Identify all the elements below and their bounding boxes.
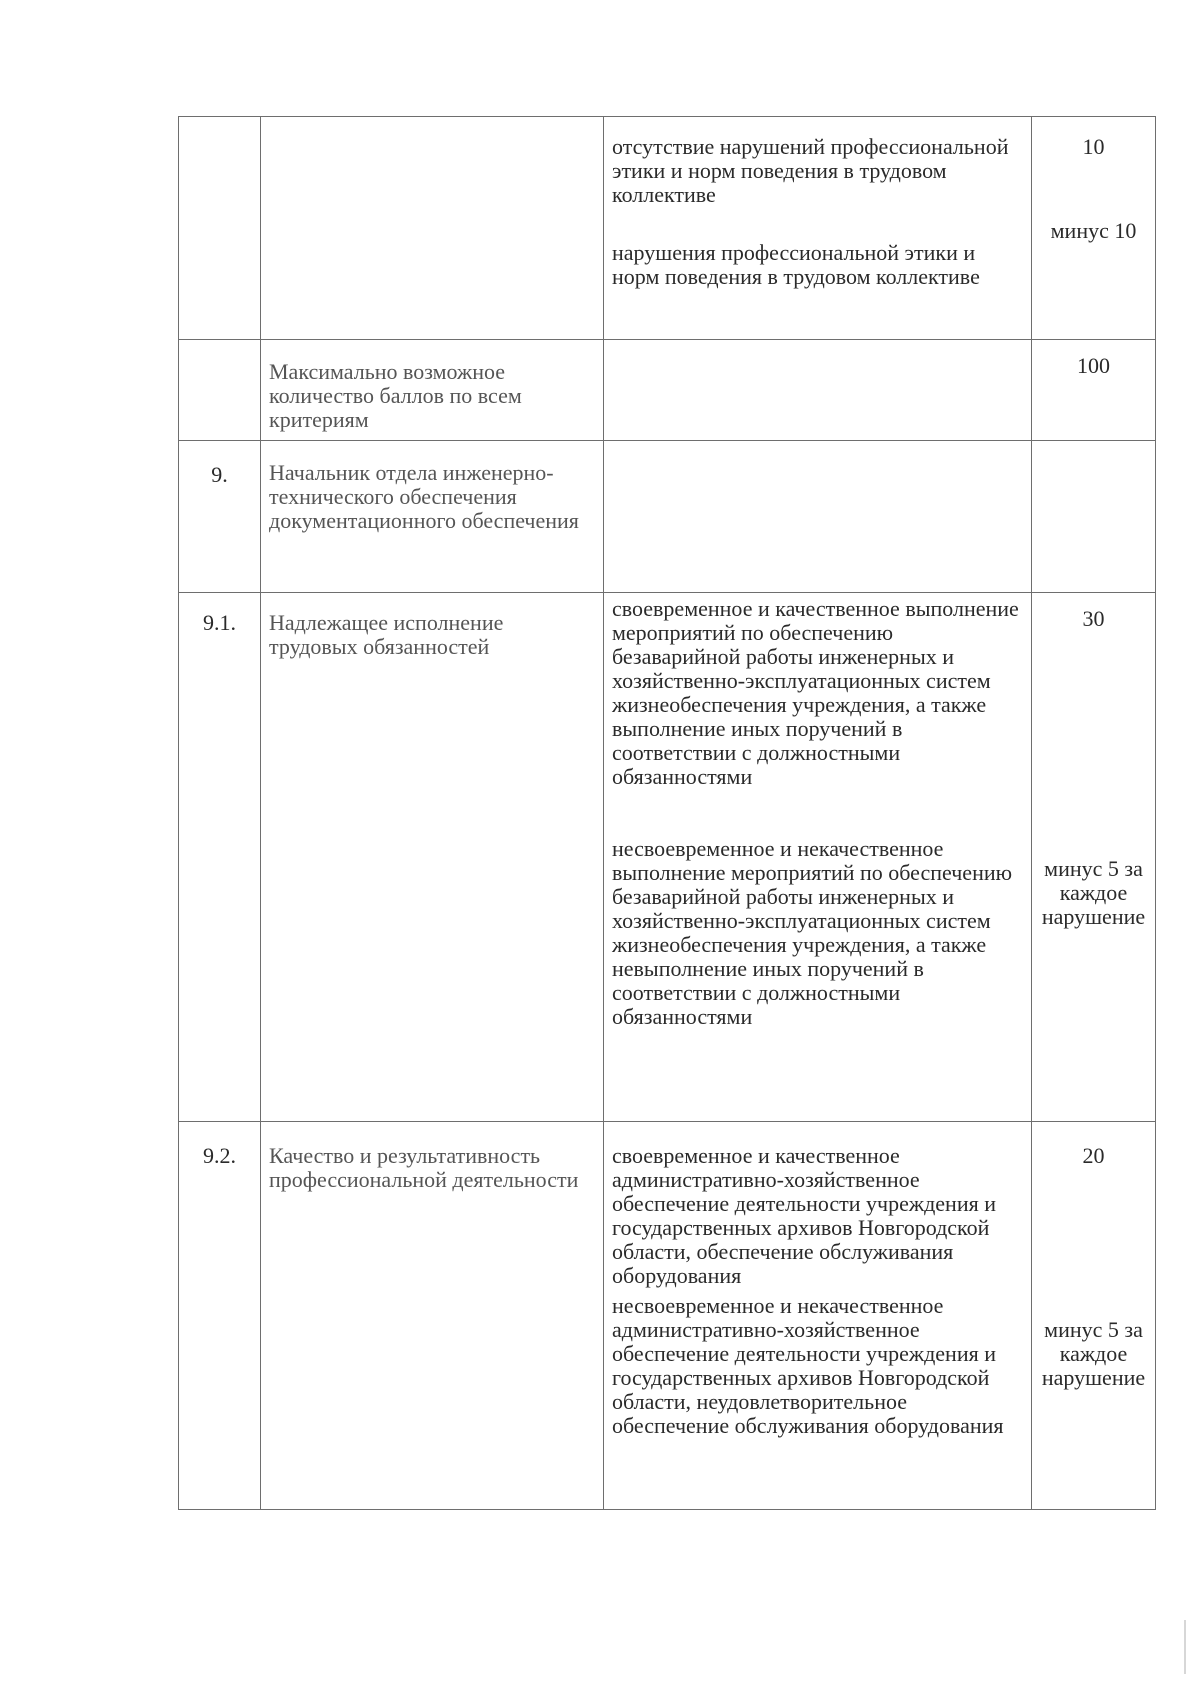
criteria-cell [604,1122,1032,1509]
row-name [261,117,604,339]
row-name: Качество и результативность профессиональной деятельности [261,1122,604,1509]
score-cell [1032,117,1155,339]
table-row [179,340,1155,441]
spacer [1034,1168,1153,1318]
spacer [1034,631,1153,857]
criterion-text: несвоевременное и некачественное выполнение мероприятий по обеспечению безаварийной работы инженерных и хозяйственно-эксплуатационных систем жизнеобеспечения учреждения, а также невыполнение иных поручений в соответствии с должностными обязанностями [612,836,1013,1029]
score-cell [1032,340,1155,440]
criteria-cell [604,340,1032,440]
score-value: 100 [1077,353,1110,378]
table-row [179,593,1155,1122]
score-value: минус 5 за каждое нарушение [1041,856,1146,929]
spacer [612,789,1025,837]
table-row [179,1122,1155,1510]
row-name: Максимально возможное количество баллов по всем критериям [261,340,604,440]
score-cell [1032,593,1155,1121]
criterion-text: отсутствие нарушений профессиональной этики и норм поведения в трудовом коллективе [612,134,1009,207]
row-number: 9. [179,441,261,592]
table-row [179,117,1155,340]
criteria-cell [604,441,1032,592]
score-cell [1032,441,1155,592]
criteria-cell [604,593,1032,1121]
row-name: Начальник отдела инженерно-технического обеспечения документационного обеспечения [261,441,604,592]
spacer [1034,159,1153,219]
criteria-table [178,116,1156,1510]
row-number [179,117,261,339]
spacer [612,207,1025,241]
row-number [179,340,261,440]
table-row [179,441,1155,593]
score-value: 10 [1082,134,1105,159]
page-edge-mark [1184,1620,1186,1674]
score-value: 20 [1082,1143,1105,1168]
criteria-cell [604,117,1032,339]
row-number: 9.1. [179,593,261,1121]
score-value: минус 10 [1050,218,1137,243]
criterion-text: нарушения профессиональной этики и норм поведения в трудовом коллективе [612,240,980,289]
criterion-text: своевременное и качественное административно-хозяйственное обеспечение деятельности учреждения и государственных архивов Новгородской области, обеспечение обслуживания оборудования [612,1143,996,1288]
row-name: Надлежащее исполнение трудовых обязанностей [261,593,604,1121]
row-number: 9.2. [179,1122,261,1509]
score-cell [1032,1122,1155,1509]
criterion-text: несвоевременное и некачественное административно-хозяйственное обеспечение деятельности учреждения и государственных архивов Новгородской области, неудовлетворительное обеспечение обслуживания оборудования [612,1293,1004,1438]
criterion-text: своевременное и качественное выполнение мероприятий по обеспечению безаварийной работы инженерных и хозяйственно-эксплуатационных систем жизнеобеспечения учреждения, а также выполнение иных поручений в соответствии с должностными обязанностями [612,596,1019,789]
score-value: 30 [1082,606,1105,631]
score-value: минус 5 за каждое нарушение [1041,1317,1146,1390]
